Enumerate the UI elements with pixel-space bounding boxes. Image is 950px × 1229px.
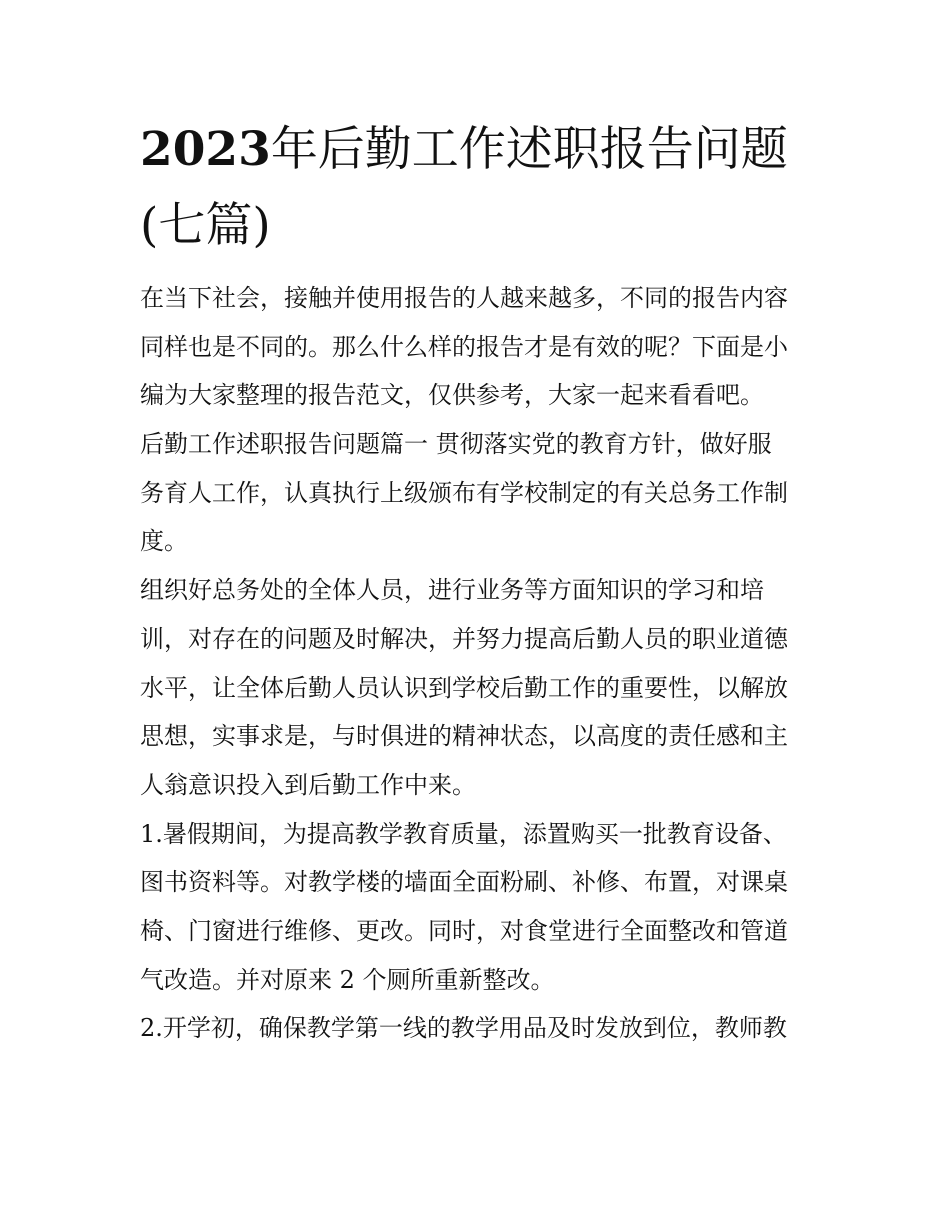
title-line-1 (140, 112, 820, 188)
body-line: 图书资料等。对教学楼的墙面全面粉刷、补修、布置，对课桌 (140, 868, 788, 897)
title-line-2: (七篇) (140, 198, 271, 253)
body-line: 组织好总务处的全体人员，进行业务等方面知识的学习和培 (140, 576, 764, 605)
body-line: 编为大家整理的报告范文，仅供参考，大家一起来看看吧。 (140, 381, 764, 410)
body-line: 务育人工作，认真执行上级颁布有学校制定的有关总务工作制 (140, 478, 788, 507)
body-line: 椅、门窗进行维修、更改。同时，对食堂进行全面整改和管道 (140, 916, 788, 945)
title-text: 年后勤工作述职报告问题 (270, 122, 788, 177)
body-line: 1.暑假期间，为提高教学教育质量，添置购买一批教育设备、 (140, 819, 787, 848)
body-line: 2.开学初，确保教学第一线的教学用品及时发放到位，教师教 (140, 1014, 787, 1043)
body-line: 训，对存在的问题及时解决，并努力提高后勤人员的职业道德 (140, 624, 788, 653)
body-line: 在当下社会，接触并使用报告的人越来越多，不同的报告内容 (140, 284, 788, 312)
body-line: 人翁意识投入到后勤工作中来。 (140, 770, 476, 799)
body-line: 同样也是不同的。那么什么样的报告才是有效的呢？下面是小 (140, 332, 788, 361)
document-title (140, 112, 820, 264)
title-year: 2023 (140, 122, 271, 177)
body-line: 水平，让全体后勤人员认识到学校后勤工作的重要性，以解放 (140, 673, 788, 702)
body-line: 度。 (140, 527, 188, 556)
body-line: 后勤工作述职报告问题篇一 贯彻落实党的教育方针，做好服 (140, 430, 772, 459)
body-line: 气改造。并对原来 2 个厕所重新整改。 (140, 965, 555, 994)
body-line: 思想，实事求是，与时俱进的精神状态，以高度的责任感和主 (140, 722, 788, 751)
document-body (140, 274, 820, 1053)
